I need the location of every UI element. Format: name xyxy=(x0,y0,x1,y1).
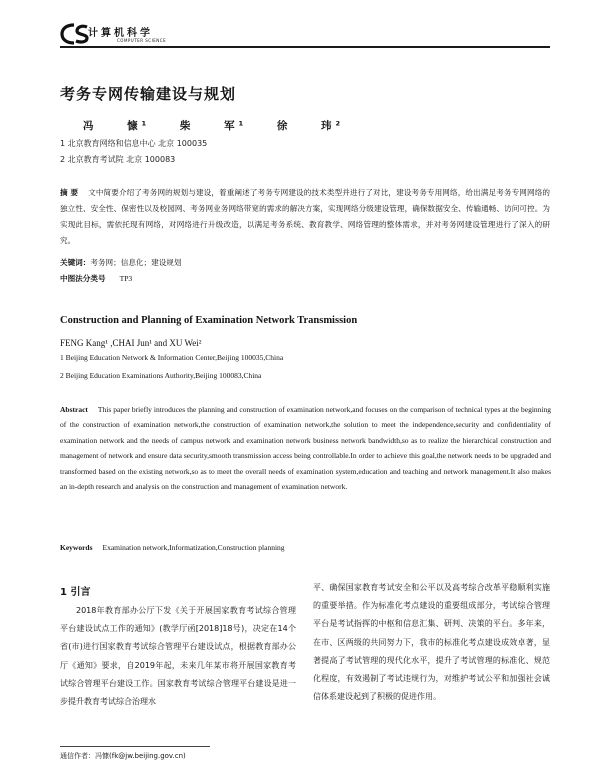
keywords-en xyxy=(60,543,285,552)
author-list-english: FENG Kang¹ ,CHAI Jun¹ and XU Wei² xyxy=(60,338,202,348)
abstract-cn xyxy=(60,185,550,249)
affiliation: 1 北京教育网络和信息中心 北京 100035 xyxy=(60,139,208,148)
affiliation: 2 北京教育考试院 北京 100083 xyxy=(60,155,176,164)
journal-name-english: COMPUTER SCIENCE xyxy=(117,38,167,43)
keywords-label-english: Keywords xyxy=(60,543,93,552)
paper-title-english: Construction and Planning of Examination Network Transmission xyxy=(60,315,358,326)
section-heading: 1 引言 xyxy=(60,587,91,598)
body-column-left: 2018年教育部办公厅下发《关于开展国家教育考试综合管理平台建设试点工作的通知》(教学厅函[2018]18号)，决定在14个省(市)进行国家教育考试综合管理平台建设试点，根据教育部办公厅《通知》要求，自2019年起，未来几年某市将开展国家教育考试综合管理平台建设工作。国家教育考试综合管理平台建设是进一步提升教育考试综合治理水 xyxy=(60,606,296,707)
clc-value: TP3 xyxy=(119,274,133,283)
journal-name: 计算机科学 xyxy=(88,28,153,39)
abstract-label: 摘 要 xyxy=(60,188,79,197)
body-column-right: 平、确保国家教育考试安全和公平以及高考综合改革平稳顺利实施的重要举措。作为标准化考点建设的重要组成部分，考试综合管理平台是考试指挥的中枢和信息汇集、研判、决策的平台。多年来，在市、区两级的共同努力下，我市的标准化考点建设成效卓著，显著提高了考试管理的现代化水平，提升了考试管理的标准化、规范化程度，有效遏制了考试违规行为，对维护考试公平和加强社会诚信体系建设起到了积极的促进作用。 xyxy=(313,583,550,702)
classification-number xyxy=(60,273,132,284)
clc-label: 中图法分类号 xyxy=(60,274,106,283)
keywords-label: 关键词： xyxy=(60,258,91,267)
abstract-label-english: Abstract xyxy=(60,405,88,414)
author-list: 冯 慷¹ 柴 军¹ 徐 玮² xyxy=(83,120,345,132)
keywords-text: 考务网；信息化；建设规划 xyxy=(90,258,182,267)
abstract-en xyxy=(60,402,551,494)
keywords-text-english: Examination network,Informatization,Construction planning xyxy=(102,543,285,552)
paper-title: 考务专网传输建设与规划 xyxy=(60,85,237,103)
footnote-rule xyxy=(60,746,210,747)
affiliation-english: 2 Beijing Education Examinations Authority,Beijing 100083,China xyxy=(60,371,262,380)
keywords-cn xyxy=(60,257,182,268)
corresponding-author-footnote: 通信作者：冯慷(fk@jw.beijing.gov.cn) xyxy=(60,752,186,760)
header-rule xyxy=(60,46,550,48)
abstract-text: 文中简要介绍了考务网的规划与建设，着重阐述了考务专网建设的技术类型并进行了对比，建设考务专用网络，给出满足考务专网网络的独立性、安全性、保密性以及校园网、考务网业务网络带宽的需求的解决方案，实现网络分级建设管理，确保数据安全、传输通畅、访问可控。为实现此目标，需依托现有网络，对网络进行升级改造，以满足考务系统、教育教学、网络管理的整体需求，并对考务网建设管理进行了深入的研究。 xyxy=(60,188,550,245)
affiliation-english: 1 Beijing Education Network & Information Center,Beijing 100035,China xyxy=(60,353,284,362)
abstract-text-english: This paper briefly introduces the planning and construction of examination network,and focuses on the comparison of technical types at the beginning of the construction of examination network,the construction of examination network,the solution to meet the independence,security and confidentiality of examination network and the needs of campus network and examination network business network bandwidth,so as to realize the hierarchical construction and management of network and ensure data security,smooth transmission access being controllable.In order to achieve this goal,the network needs to be upgraded and transformed based on the existing network,so as to meet the overall needs of examination system,education and teaching and network management.It also makes an in-depth research and analysis on the construction and management of examination network. xyxy=(60,405,551,492)
